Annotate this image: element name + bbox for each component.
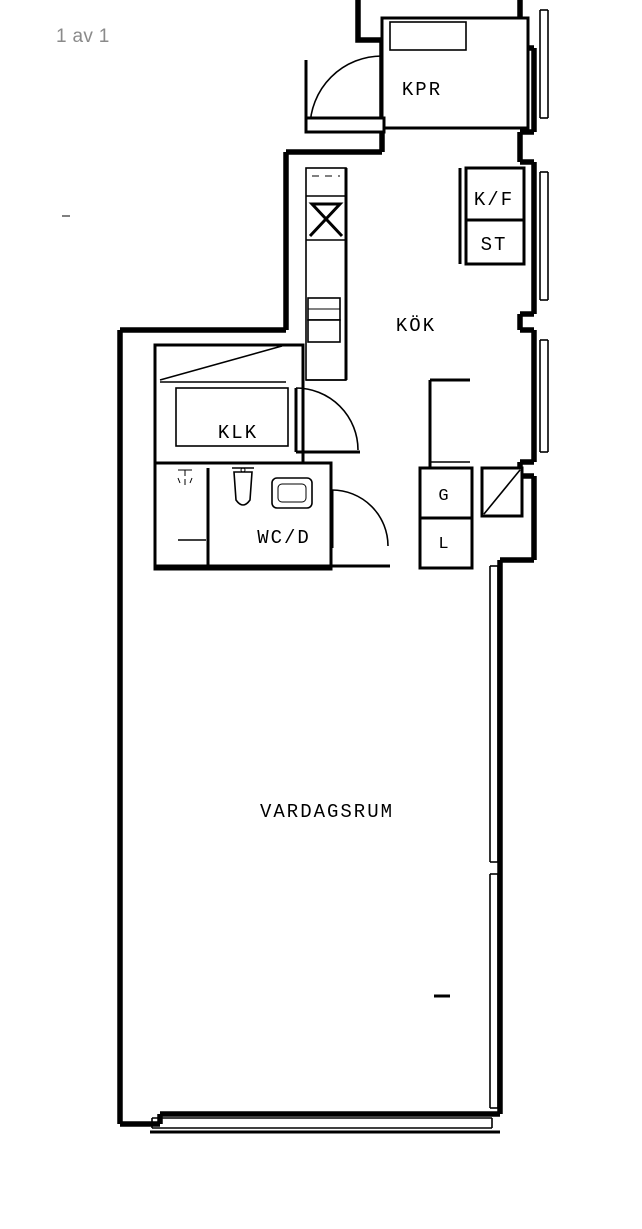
room-label-kpr: KPR <box>401 79 443 101</box>
room-label-st: ST <box>480 234 508 256</box>
room-label-wcd: WC/D <box>257 527 311 549</box>
room-label-l: L <box>438 535 450 554</box>
kitchen-right-bench <box>430 380 470 470</box>
g-l-boxes <box>420 468 522 568</box>
room-label-kok: KÖK <box>395 315 437 337</box>
kitchen-fixtures <box>306 168 346 380</box>
kpr-room <box>306 18 528 132</box>
page-counter: 1 av 1 <box>56 26 110 47</box>
room-label-kf: K/F <box>473 189 515 211</box>
wcd-room <box>155 463 390 569</box>
room-label-klk: KLK <box>217 422 259 444</box>
room-label-vardagsrum: VARDAGSRUM <box>259 801 395 823</box>
room-label-g: G <box>438 487 450 506</box>
